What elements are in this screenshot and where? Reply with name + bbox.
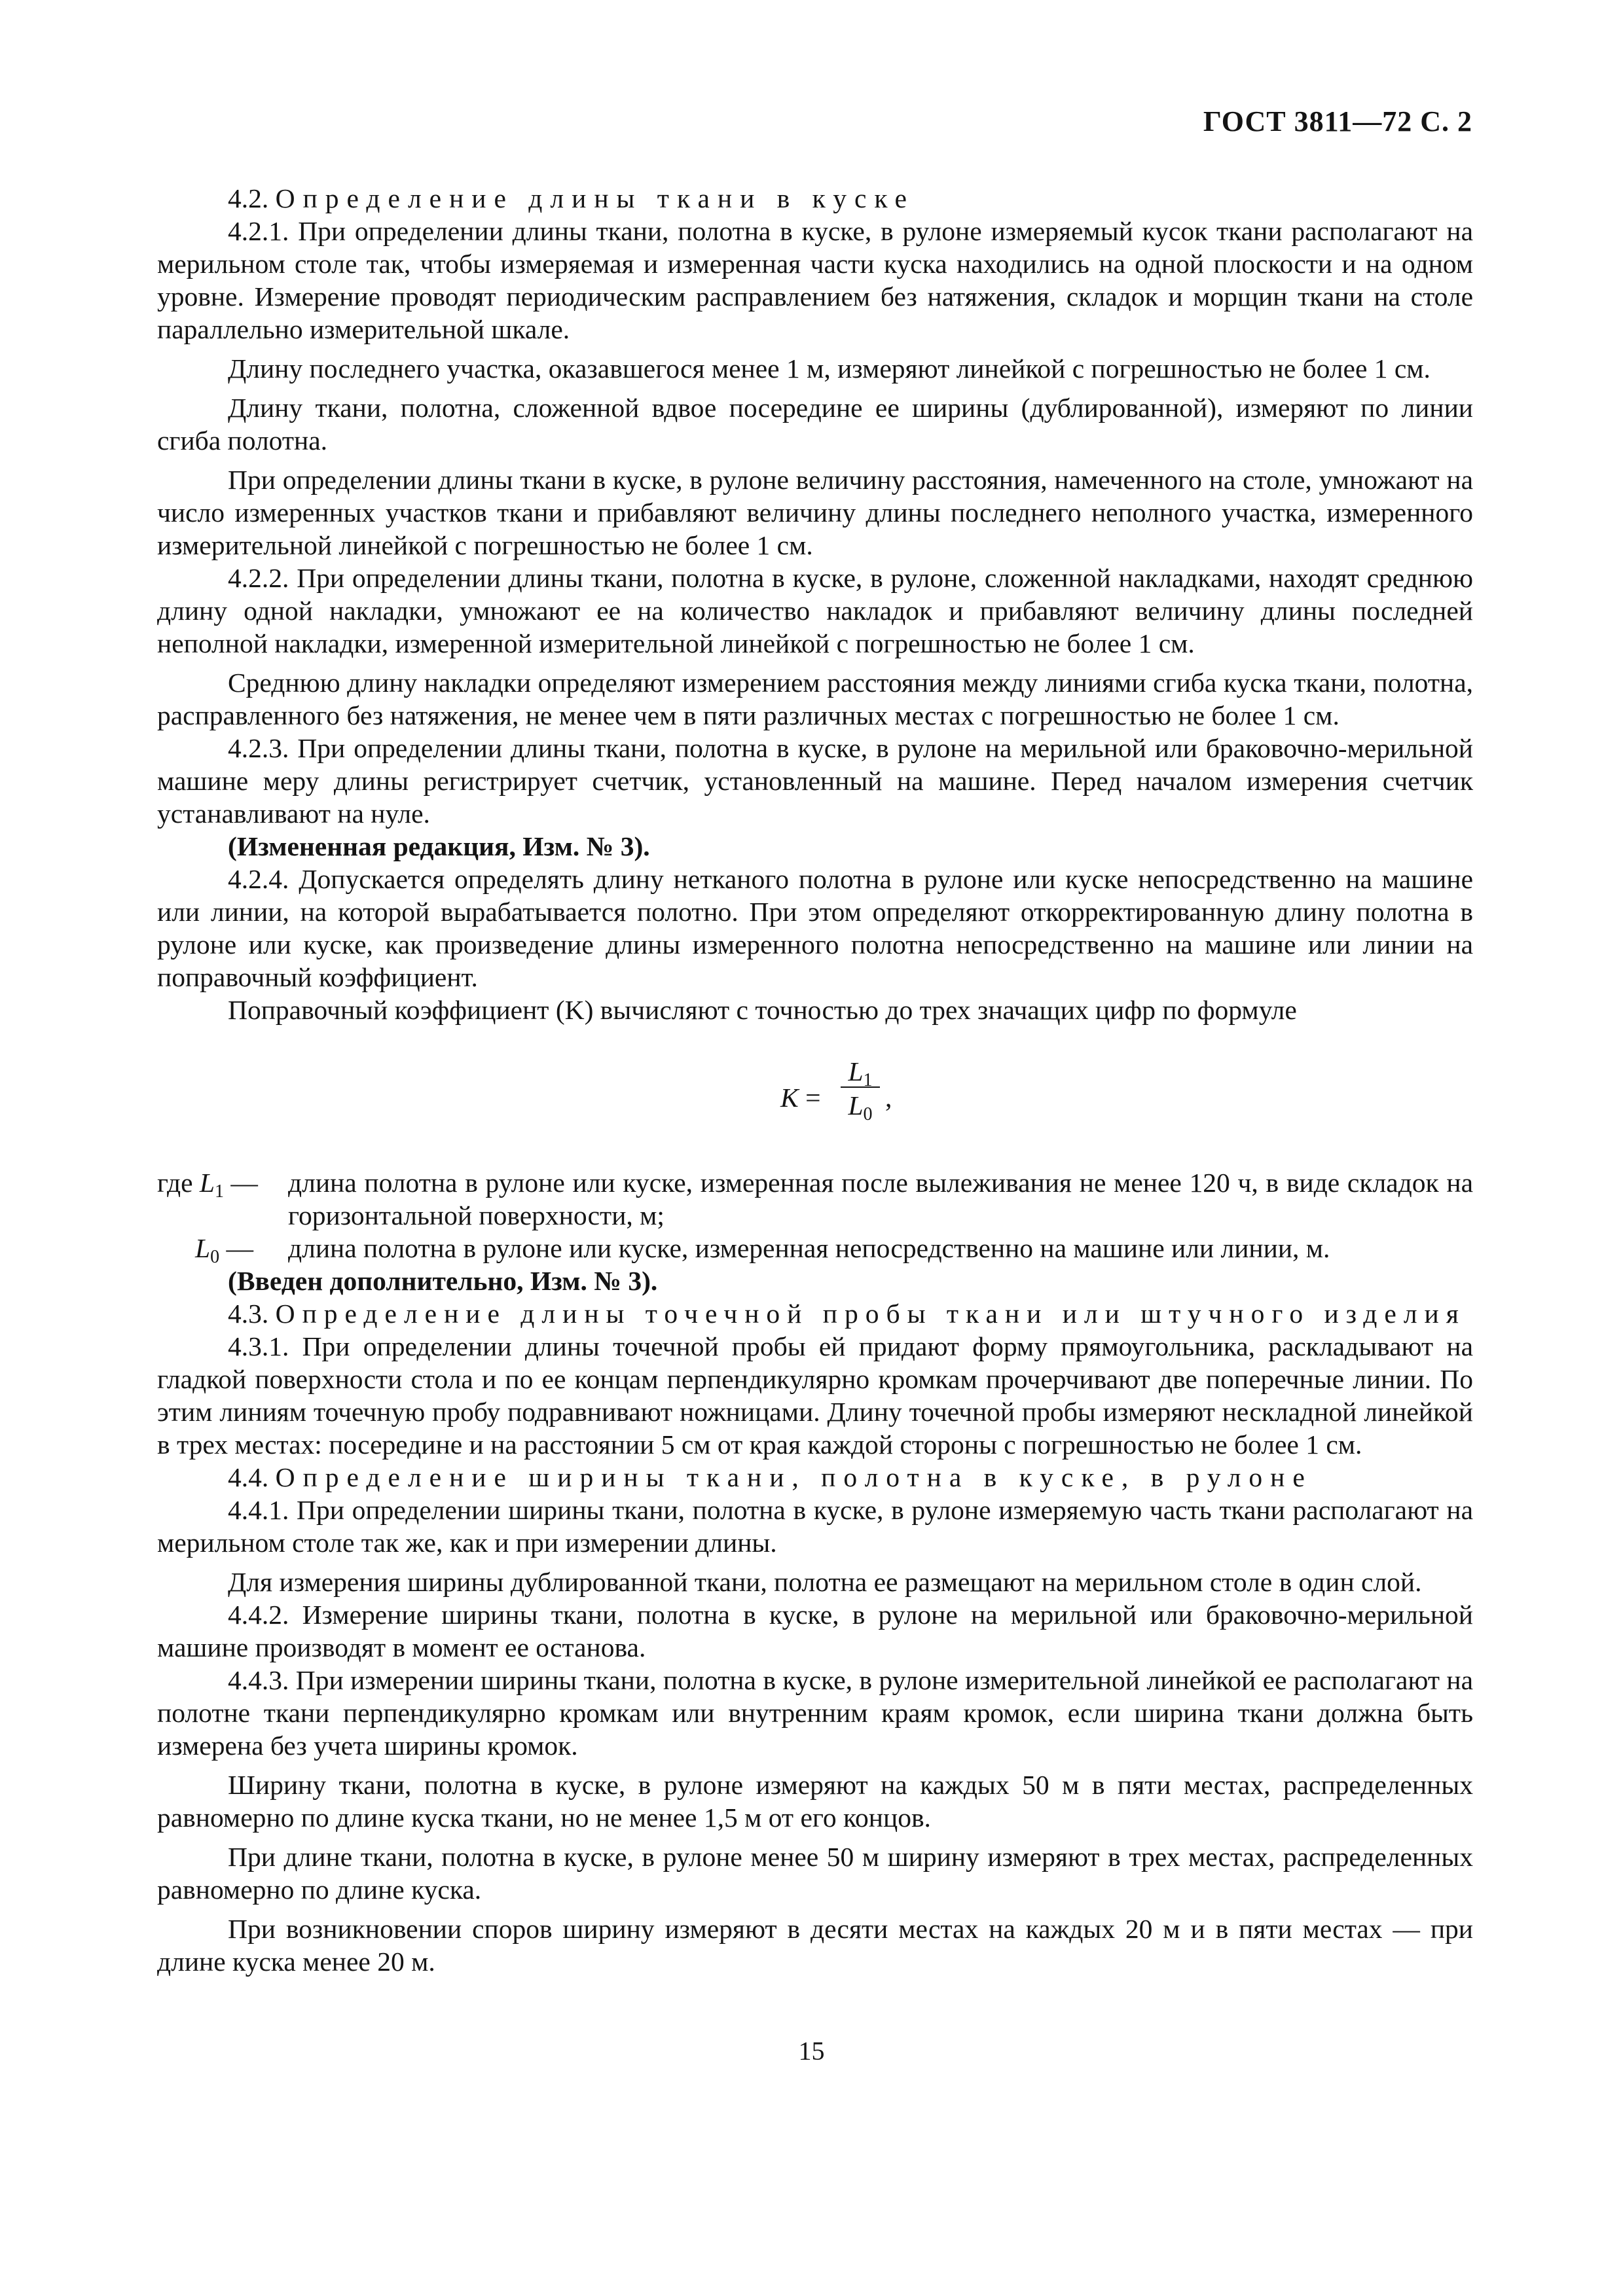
paragraph: При определении длины ткани в куске, в рулоне величину расстояния, намеченного на столе, умножают на число измеренных участков ткани и прибавляют величину длины последнего неполного участка, измеренного измерительной линейкой с погрешностью не более 1 см. [157, 465, 1473, 560]
section-title: Определение длины точечной пробы ткани или штучного изделия [275, 1299, 1466, 1329]
paragraph: Длину ткани, полотна, сложенной вдвое посередине ее ширины (дублированной), измеряют по линии сгиба полотна. [157, 393, 1473, 456]
section-number: 4.3. [228, 1299, 269, 1329]
paragraph: Для измерения ширины дублированной ткани, полотна ее размещают на мерильном столе в один слой. [228, 1567, 1422, 1597]
standard-header: ГОСТ 3811—72 С. 2 [1203, 105, 1472, 137]
section-number: 4.2. [228, 183, 269, 213]
formula-block [157, 1049, 1473, 1147]
page-number: 15 [798, 2036, 825, 2066]
paragraph: Ширину ткани, полотна в куске, в рулоне измеряют на каждых 50 м в пяти местах, распределенных равномерно по длине куска ткани, но не менее 1,5 м от его концов. [157, 1770, 1473, 1833]
paragraph-4-4-1: 4.4.1. При определении ширины ткани, полотна в куске, в рулоне измеряемую часть ткани располагают на мерильном столе так же, как и при измерении длины. [157, 1495, 1473, 1558]
paragraph: Длину последнего участка, оказавшегося менее 1 м, измеряют линейкой с погрешностью не более 1 см. [228, 353, 1431, 384]
paragraph-4-2-2: 4.2.2. При определении длины ткани, полотна в куске, в рулоне, сложенной накладками, находят среднюю длину одной накладки, умножают ее на количество накладок и прибавляют величину длины последней неполной накладки, измеренной измерительной линейкой с погрешностью не более 1 см. [157, 563, 1473, 658]
paragraph-4-4-3: 4.4.3. При измерении ширины ткани, полотна в куске, в рулоне измерительной линейкой ее располагают на полотне ткани перпендикулярно кромкам или внутренним краям кромок, если ширина ткани должна быть измерена без учета ширины кромок. [157, 1665, 1473, 1761]
paragraph-4-2-4: 4.2.4. Допускается определять длину нетканого полотна в рулоне или куске непосредственно на машине или линии, на которой вырабатывается полотно. При этом определяют откорректированную длину полотна в рулоне или куске, как произведение длины измеренного полотна непосредственно на машине или линии на поправочный коэффициент. [157, 864, 1473, 992]
document-body [157, 182, 1473, 1978]
formula-lhs: K = [780, 1083, 821, 1113]
paragraph-4-4-2: 4.4.2. Измерение ширины ткани, полотна в куске, в рулоне на мерильной или браковочно-мерильной машине производят в момент ее останова. [157, 1600, 1473, 1662]
section-number: 4.4. [228, 1462, 269, 1492]
section-heading-4-4 [157, 1461, 1473, 1494]
definition-text: длина полотна в рулоне или куске, измеренная непосредственно на машине или линии, м. [288, 1233, 1330, 1263]
paragraph-4-2-3: 4.2.3. При определении длины ткани, полотна в куске, в рулоне на мерильной или браковочно-мерильной машине меру длины регистрирует счетчик, установленный на машине. Перед началом измерения счетчик устанавливают на нуле. [157, 733, 1473, 829]
section-title: Определение ширины ткани, полотна в куске, в рулоне [275, 1462, 1313, 1492]
formula-comma: , [885, 1083, 892, 1113]
section-heading-4-2 [157, 182, 1473, 215]
paragraph: При возникновении споров ширину измеряют в десяти местах на каждых 20 м и в пяти местах — при длине куска менее 20 м. [157, 1914, 1473, 1977]
amendment-note: (Измененная редакция, Изм. № 3). [228, 831, 650, 861]
section-heading-4-3 [157, 1297, 1473, 1330]
paragraph-4-2-1: 4.2.1. При определении длины ткани, полотна в куске, в рулоне измеряемый кусок ткани располагают на мерильном столе так, чтобы измеряемая и измеренная части куска находились на одной плоскости и на одном уровне. Измерение проводят периодическим расправлением без натяжения, складок и морщин ткани на столе параллельно измерительной шкале. [157, 216, 1473, 344]
definition-l0 [157, 1232, 1473, 1265]
definition-term: $L_0$ — [195, 1233, 253, 1267]
formula-denominator: $L_0$ [848, 1090, 873, 1124]
fraction-bar [841, 1086, 880, 1088]
definition-term: где $L_1$ — [157, 1168, 258, 1202]
paragraph-4-3-1: 4.3.1. При определении длины точечной пробы ей придают форму прямоугольника, раскладывают на гладкой поверхности стола и по ее концам перпендикулярно кромкам прочерчивают две поперечные линии. По этим линиям точечную пробу подравнивают ножницами. Длину точечной пробы измеряют нескладной линейкой в трех местах: посередине и на расстоянии 5 см от края каждой стороны с погрешностью не более 1 см. [157, 1331, 1473, 1460]
amendment-note: (Введен дополнительно, Изм. № 3). [228, 1266, 658, 1296]
definition-l1 [157, 1166, 1473, 1232]
formula-fraction [841, 1055, 880, 1131]
section-title: Определение длины ткани в куске [275, 183, 915, 213]
definition-text: длина полотна в рулоне или куске, измеренная после вылеживания не менее 120 ч, в виде складок на горизонтальной поверхности, м; [288, 1168, 1473, 1230]
paragraph: При длине ткани, полотна в куске, в рулоне менее 50 м ширину измеряют в трех местах, распределенных равномерно по длине куска. [157, 1842, 1473, 1905]
paragraph: Среднюю длину накладки определяют измерением расстояния между линиями сгиба куска ткани, полотна, расправленного без натяжения, не менее чем в пяти различных местах с погрешностью не более 1 см. [157, 668, 1473, 730]
formula-numerator: $L_1$ [848, 1056, 873, 1090]
formula-intro: Поправочный коэффициент (K) вычисляют с точностью до трех значащих цифр по формуле [228, 995, 1297, 1025]
